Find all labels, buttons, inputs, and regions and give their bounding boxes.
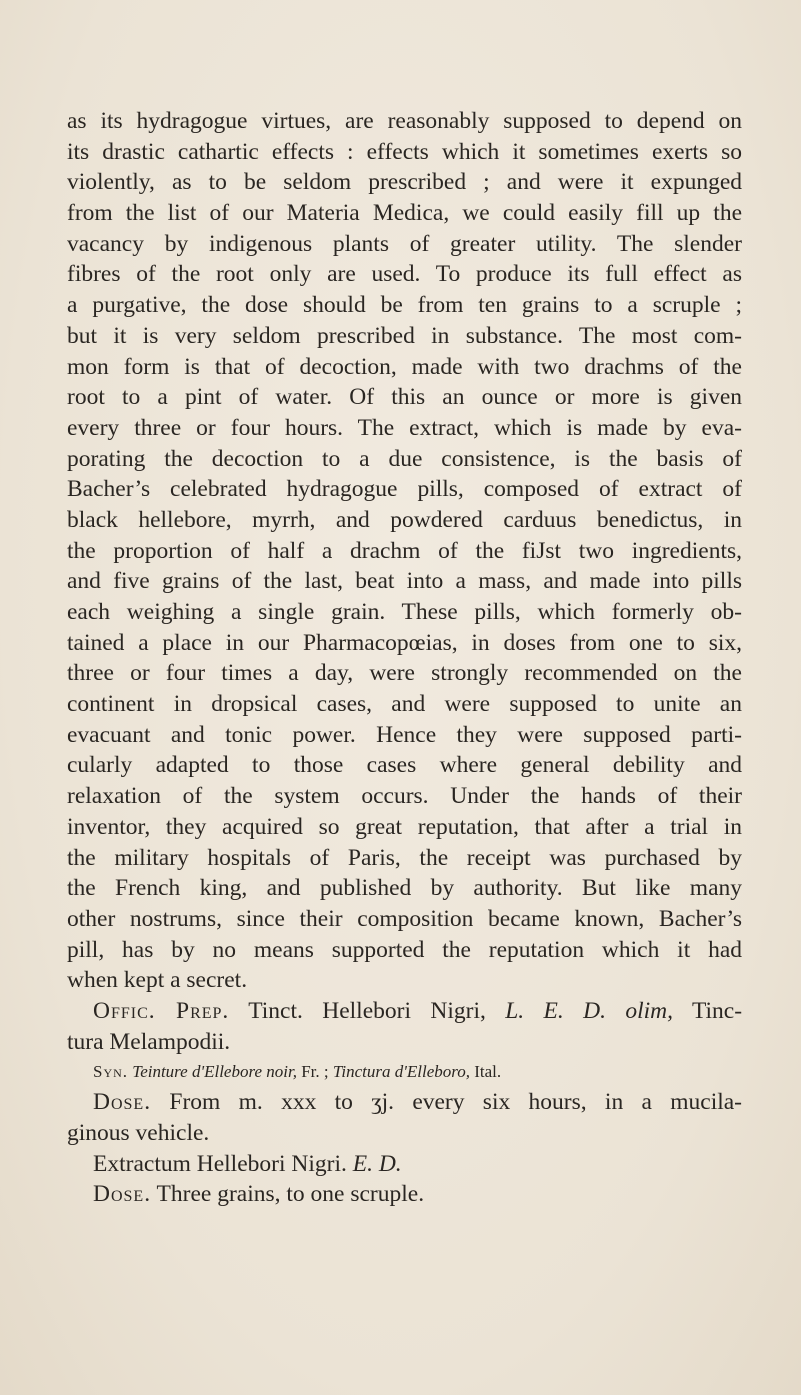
syn-italian-label: Ital. <box>474 1062 502 1082</box>
offic-prep-text-cont: Tinc- <box>691 997 743 1024</box>
offic-prep-text: Tinct. Hellebori Nigri, <box>248 997 486 1024</box>
text-line: vacancy by indigenous plants of greater utility. The slender <box>67 230 742 257</box>
syn-italian-name: Tinctura d'Elleboro, <box>332 1062 470 1082</box>
dose-2-text: Three grains, to one scruple. <box>156 1181 425 1208</box>
syn-french-label: Fr. ; <box>301 1062 329 1082</box>
text-line: pill, has by no means supported the reputation which it had <box>67 936 742 963</box>
offic-prep-line <box>67 996 742 1027</box>
text-line: the French king, and published by authority. But like many <box>67 875 742 902</box>
text-line: the proportion of half a drachm of the fiJst two ingredients, <box>67 537 742 564</box>
text-line: when kept a secret. <box>67 967 248 994</box>
paragraph-main <box>67 106 742 996</box>
text-line: but it is very seldom prescribed in substance. The most com- <box>67 322 742 349</box>
text-line: relaxation of the system occurs. Under the hands of their <box>67 783 742 810</box>
text-line: every three or four hours. The extract, which is made by eva- <box>67 414 742 441</box>
text-line: porating the decoction to a due consistence, is the basis of <box>67 445 742 472</box>
text-line: mon form is that of decoction, made with two drachms of the <box>67 353 742 380</box>
text-line: a purgative, the dose should be from ten grains to a scruple ; <box>67 292 742 319</box>
text-line: inventor, they acquired so great reputation, that after a trial in <box>67 813 742 840</box>
synonyms-line <box>67 1057 742 1087</box>
text-line: three or four times a day, were strongly recommended on the <box>67 660 742 687</box>
text-line: from the list of our Materia Medica, we could easily fill up the <box>67 200 742 227</box>
text-line: fibres of the root only are used. To produce its full effect as <box>67 261 742 288</box>
syn-label: Syn. <box>93 1062 129 1082</box>
dose-label: Dose. <box>93 1089 152 1116</box>
text-block <box>67 106 742 1210</box>
text-line: the military hospitals of Paris, the receipt was purchased by <box>67 844 742 871</box>
extract-text: Extractum Hellebori Nigri. <box>93 1150 347 1177</box>
offic-prep-olim: olim, <box>625 997 673 1024</box>
text-line: each weighing a single grain. These pills, which formerly ob- <box>67 599 742 625</box>
text-line: as its hydragogue virtues, are reasonably supposed to depend on <box>67 108 742 134</box>
extract-abbr: E. D. <box>352 1150 402 1177</box>
text-line: Bacher’s celebrated hydragogue pills, composed of extract of <box>67 476 742 503</box>
text-line: cularly adapted to those cases where general debility and <box>67 752 742 779</box>
text-line: violently, as to be seldom prescribed ; and were it expunged <box>67 169 742 196</box>
dose-2-label: Dose. <box>93 1181 152 1208</box>
extract-line <box>67 1149 742 1180</box>
dose-text: From m. xxx to ʒj. every six hours, in a mucila- <box>169 1089 743 1116</box>
text-line: root to a pint of water. Of this an ounce or more is given <box>67 384 742 411</box>
dose-line-2: ginous vehicle. <box>67 1120 210 1146</box>
text-line: other nostrums, since their composition became known, Bacher’s <box>67 905 742 932</box>
dose-2-line <box>67 1179 742 1210</box>
text-line: and five grains of the last, beat into a mass, and made into pills <box>67 568 742 595</box>
offic-prep-abbr: L. E. D. <box>505 997 606 1024</box>
text-line: continent in dropsical cases, and were supposed to unite an <box>67 691 742 718</box>
text-line: black hellebore, myrrh, and powdered carduus benedictus, in <box>67 506 742 533</box>
text-line: its drastic cathartic effects : effects which it sometimes exerts so <box>67 138 742 165</box>
text-line: tained a place in our Pharmacopœias, in doses from one to six, <box>67 629 742 656</box>
syn-french-name: Teinture d'Ellebore noir, <box>132 1062 297 1082</box>
dose-line <box>67 1087 742 1118</box>
offic-prep-label: Offic. Prep. <box>93 997 230 1024</box>
text-line: evacuant and tonic power. Hence they were supposed parti- <box>67 721 742 748</box>
offic-prep-line-2: tura Melampodii. <box>67 1028 231 1055</box>
